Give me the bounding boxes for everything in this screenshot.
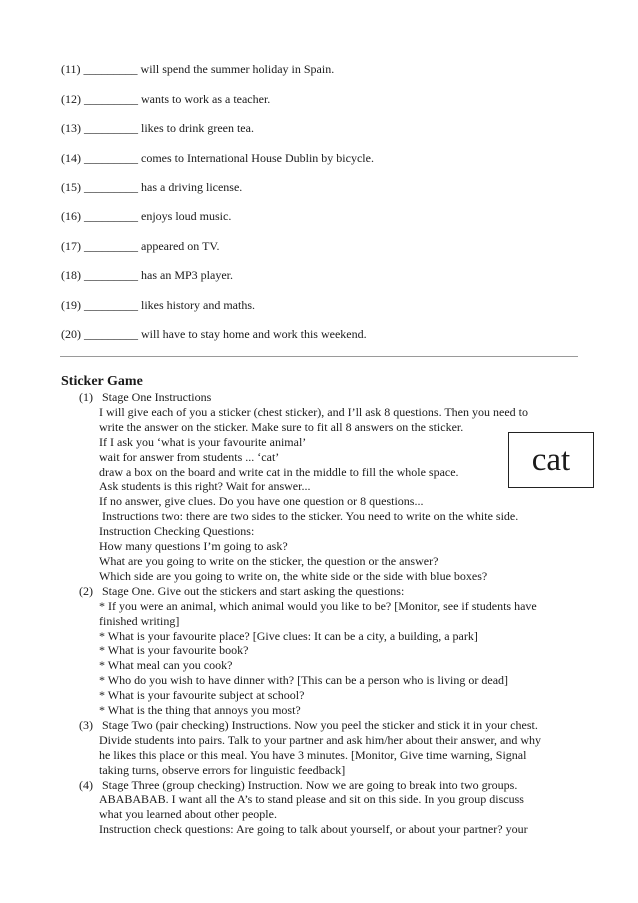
question-19: [61, 298, 255, 312]
stage-line: * What meal can you cook?: [99, 658, 233, 673]
stage-line: I will give each of you a sticker (chest sticker), and I’ll ask 8 questions. Then you need to: [99, 404, 528, 419]
answer-blank: _________: [83, 62, 138, 76]
stage-number: (3): [79, 717, 93, 732]
answer-blank: _________: [84, 239, 138, 253]
question-12: [61, 92, 270, 106]
stage-3: [61, 718, 581, 778]
stage-title-text: Stage Two (pair checking) Instructions. Now you peel the sticker and stick it in your chest.: [102, 717, 538, 732]
question-number: (15): [61, 180, 81, 194]
stage-2: [61, 584, 581, 718]
section-heading: Sticker Game: [61, 374, 143, 389]
stage-line: If I ask you ‘what is your favourite animal’: [99, 434, 307, 449]
question-number: (14): [61, 151, 81, 165]
question-17: [61, 239, 220, 253]
question-number: (13): [61, 121, 81, 135]
stage-number: (1): [79, 390, 93, 404]
stage-1: [61, 390, 581, 584]
question-number: (17): [61, 239, 81, 253]
stage-title: [61, 778, 581, 793]
question-text: enjoys loud music.: [141, 209, 232, 223]
question-text: appeared on TV.: [141, 239, 220, 253]
question-number: (11): [61, 62, 81, 76]
answer-blank: _________: [84, 180, 138, 194]
stage-number: (4): [79, 777, 93, 792]
answer-blank: _________: [84, 268, 138, 282]
stage-line: Divide students into pairs. Talk to your partner and ask him/her about their answer, and why: [99, 732, 542, 747]
stage-number: (2): [79, 583, 93, 598]
sticker-game-instructions: [61, 390, 581, 837]
stage-line: If no answer, give clues. Do you have one question or 8 questions...: [99, 494, 424, 509]
stage-line: * Who do you wish to have dinner with? [This can be a person who is living or dead]: [99, 673, 509, 688]
stage-line: * What is the thing that annoys you most?: [99, 703, 301, 718]
stage-line: What are you going to write on the sticker, the question or the answer?: [99, 553, 439, 568]
stage-title-text: Stage One Instructions: [102, 390, 212, 404]
question-text: has an MP3 player.: [141, 268, 233, 282]
question-14: [61, 151, 374, 165]
question-13: [61, 121, 254, 135]
stage-line: How many questions I’m going to ask?: [99, 539, 288, 554]
answer-blank: _________: [84, 298, 138, 312]
stage-line: Ask students is this right? Wait for answer...: [99, 479, 311, 494]
question-text: will have to stay home and work this weekend.: [141, 327, 367, 341]
question-text: likes to drink green tea.: [141, 121, 254, 135]
question-20: [61, 327, 367, 341]
stage-title-text: Stage One. Give out the stickers and start asking the questions:: [102, 583, 405, 598]
section-divider: [60, 356, 578, 357]
stage-line: Instruction Checking Questions:: [99, 524, 255, 539]
stage-line: draw a box on the board and write cat in the middle to fill the whole space.: [99, 464, 459, 479]
question-16: [61, 209, 231, 223]
stage-4: [61, 778, 581, 838]
stage-line: * What is your favourite subject at school?: [99, 688, 305, 703]
stage-line: Instruction check questions: Are going to talk about yourself, or about your partner? your: [99, 822, 528, 837]
stage-line: Which side are you going to write on, the white side or the side with blue boxes?: [99, 568, 488, 583]
answer-blank: _________: [84, 327, 138, 341]
stage-line: what you learned about other people.: [99, 807, 277, 822]
stage-line: ABABABAB. I want all the A’s to stand please and sit on this side. In you group discuss: [99, 792, 524, 807]
cat-example-box: [508, 432, 594, 488]
question-text: has a driving license.: [141, 180, 243, 194]
question-text: comes to International House Dublin by bicycle.: [141, 151, 374, 165]
question-number: (20): [61, 327, 81, 341]
question-text: wants to work as a teacher.: [141, 92, 271, 106]
stage-line: * What is your favourite place? [Give clues: It can be a city, a building, a park]: [99, 628, 478, 643]
stage-line: write the answer on the sticker. Make sure to fit all 8 answers on the sticker.: [99, 419, 464, 434]
cat-box-text: cat: [531, 441, 571, 478]
stage-line: Instructions two: there are two sides to the sticker. You need to write on the white side.: [99, 509, 519, 524]
question-text: will spend the summer holiday in Spain.: [140, 62, 335, 76]
stage-line: * What is your favourite book?: [99, 643, 249, 658]
answer-blank: _________: [84, 92, 138, 106]
question-11: [61, 62, 334, 76]
question-number: (19): [61, 298, 81, 312]
stage-title: [61, 390, 581, 405]
stage-line: * If you were an animal, which animal would you like to be? [Monitor, see if students have: [99, 598, 537, 613]
stage-line: finished writing]: [99, 613, 180, 628]
stage-title: [61, 718, 581, 733]
question-text: likes history and maths.: [141, 298, 255, 312]
question-number: (16): [61, 209, 81, 223]
answer-blank: _________: [84, 121, 138, 135]
stage-title: [61, 584, 581, 599]
answer-blank: _________: [84, 209, 138, 223]
stage-line: wait for answer from students ... ‘cat’: [99, 449, 280, 464]
stage-line: he likes this place or this meal. You have 3 minutes. [Monitor, Give time warning, Signal: [99, 747, 527, 762]
question-15: [61, 180, 242, 194]
stage-line: taking turns, observe errors for linguistic feedback]: [99, 762, 346, 777]
answer-blank: _________: [84, 151, 138, 165]
stage-title-text: Stage Three (group checking) Instruction. Now we are going to break into two groups.: [102, 777, 518, 792]
question-18: [61, 268, 233, 282]
question-number: (12): [61, 92, 81, 106]
question-number: (18): [61, 268, 81, 282]
